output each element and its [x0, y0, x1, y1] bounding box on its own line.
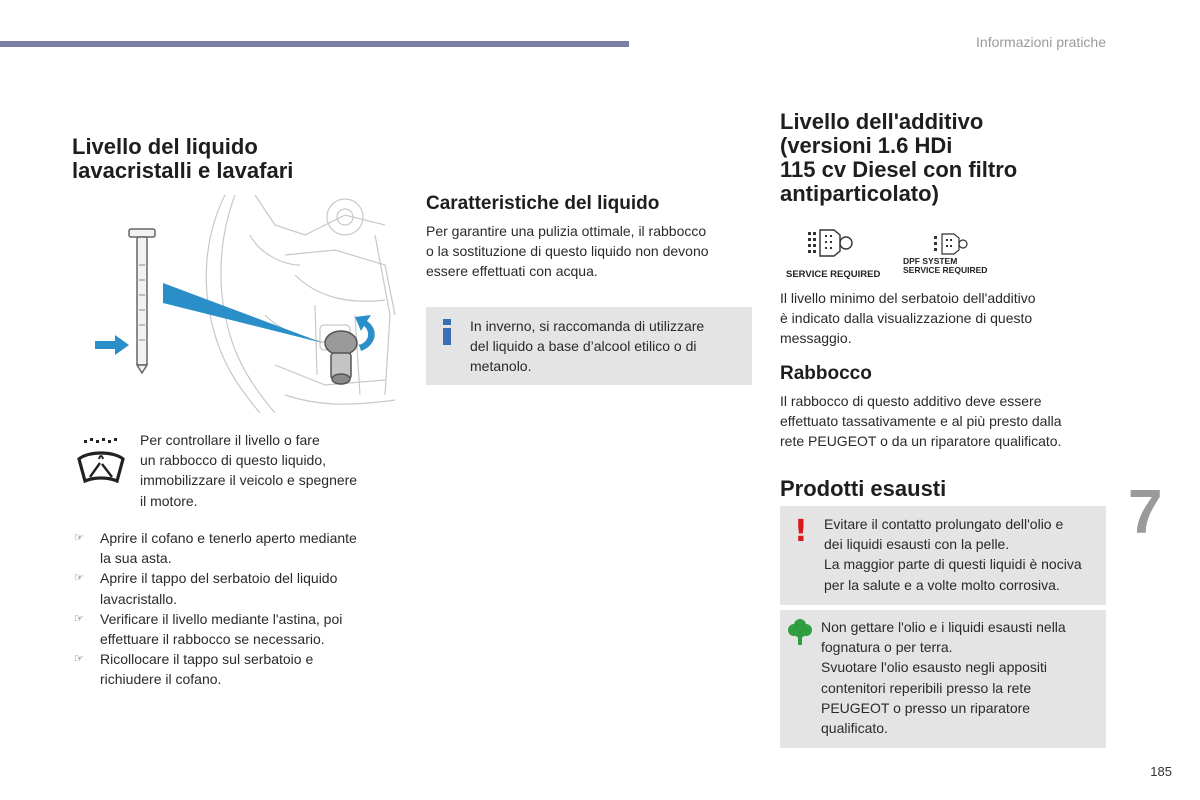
info-icon	[442, 319, 452, 345]
reservoir-cap	[325, 331, 357, 384]
title-line: 115 cv Diesel con filtro	[780, 157, 1018, 182]
section-label: Informazioni pratiche	[976, 34, 1106, 50]
winter-info-text	[470, 316, 740, 377]
text-line: contenitori reperibili presso la rete	[821, 679, 1032, 696]
text-line: fognatura o per terra.	[821, 639, 953, 656]
text-line: Evitare il contatto prolungato dell'olio e	[824, 516, 1064, 532]
step-line: Aprire il tappo del serbatoio del liquido	[100, 570, 338, 587]
header-bar	[0, 41, 629, 47]
washer-steps-list	[70, 528, 400, 690]
title-line: Livello dell'additivo	[780, 109, 984, 134]
text-line: dei liquidi esausti con la pelle.	[824, 536, 1010, 553]
text-line: messaggio.	[780, 330, 852, 347]
additive-level-text	[780, 288, 1100, 349]
warning-box	[780, 506, 1106, 605]
step-line: effettuare il rabbocco se necessario.	[100, 631, 325, 648]
pointing-hand-icon: ☞	[74, 572, 84, 585]
step-line: Aprire il cofano e tenerlo aperto mediante	[100, 530, 357, 546]
list-item	[70, 609, 400, 649]
pointing-hand-icon: ☞	[74, 612, 84, 625]
topup-text	[780, 391, 1110, 452]
topup-title: Rabbocco	[780, 363, 872, 384]
washer-intro	[140, 430, 390, 511]
list-item	[70, 568, 400, 608]
text-line: effettuato tassativamente e al più presto dalla	[780, 413, 1062, 430]
list-item	[70, 649, 400, 689]
intro-line: un rabbocco di questo liquido,	[140, 452, 327, 469]
text-line: del liquido a base d’alcool etilico o di	[470, 338, 697, 355]
fluid-characteristics-text	[426, 221, 744, 282]
text-line: essere effettuati con acqua.	[426, 263, 598, 280]
text-line: Svuotare l'olio esausto negli appositi	[821, 659, 1048, 676]
pointing-hand-icon: ☞	[74, 653, 84, 666]
intro-line: immobilizzare il veicolo e spegnere	[140, 472, 358, 489]
text-line: In inverno, si raccomanda di utilizzare	[470, 318, 705, 334]
title-line: lavacristalli e lavafari	[72, 158, 294, 183]
used-products-title: Prodotti esausti	[780, 476, 947, 501]
dpf-service-label: SERVICE REQUIRED	[903, 265, 988, 275]
page-number: 185	[1150, 764, 1172, 779]
washer-fluid-title	[72, 135, 392, 183]
text-line: Per garantire una pulizia ottimale, il rabbocco	[426, 223, 707, 239]
pointing-hand-icon: ☞	[74, 532, 84, 544]
text-line: Il livello minimo del serbatoio dell'additivo	[780, 290, 1036, 306]
text-line: o la sostituzione di questo liquido non devono	[426, 243, 709, 260]
title-line: (versioni 1.6 HDi	[780, 133, 953, 158]
tree-icon	[788, 618, 812, 646]
step-line: Ricollocare il tappo sul serbatoio e	[100, 651, 314, 668]
additive-level-title	[780, 110, 1100, 206]
text-line: La maggior parte di questi liquidi è nociva	[824, 556, 1082, 573]
intro-line: il motore.	[140, 492, 198, 509]
fluid-characteristics-title: Caratteristiche del liquido	[426, 193, 660, 214]
service-required-icon	[820, 230, 852, 256]
exclamation-icon: !	[794, 514, 808, 549]
step-line: richiudere il cofano.	[100, 671, 222, 688]
environment-text	[821, 617, 1097, 738]
text-line: Non gettare l'olio e i liquidi esausti nella	[821, 619, 1066, 635]
washer-reservoir-illustration	[85, 195, 397, 413]
service-warning-icons	[780, 226, 1020, 284]
washer-warning-icon	[76, 437, 126, 491]
title-line: Livello del liquido	[72, 134, 258, 159]
step-line: lavacristallo.	[100, 590, 178, 607]
warning-text	[824, 514, 1100, 595]
title-line: antiparticolato)	[780, 181, 939, 206]
rotate-arrow-icon	[355, 315, 375, 351]
text-line: Il rabbocco di questo additivo deve essere	[780, 393, 1042, 409]
text-line: è indicato dalla visualizzazione di questo	[780, 310, 1033, 327]
text-line: PEUGEOT o presso un riparatore	[821, 699, 1031, 716]
text-line: per la salute e a volte molto corrosiva.	[824, 576, 1060, 593]
dpf-system-icon	[942, 234, 967, 254]
text-line: metanolo.	[470, 358, 532, 375]
dpf-system-label: DPF SYSTEM	[903, 256, 958, 266]
winter-info-box	[426, 307, 752, 385]
environment-box	[780, 610, 1106, 748]
dipstick	[129, 229, 155, 373]
arrow-right-icon	[95, 335, 129, 355]
chapter-number: 7	[1128, 478, 1163, 547]
step-line: Verificare il livello mediante l'astina, poi	[100, 610, 343, 627]
text-line: rete PEUGEOT o da un riparatore qualificato.	[780, 433, 1062, 450]
list-item	[70, 528, 400, 568]
intro-line: Per controllare il livello o fare	[140, 432, 320, 448]
service-required-label: SERVICE REQUIRED	[786, 269, 881, 280]
step-line: la sua asta.	[100, 550, 172, 567]
text-line: qualificato.	[821, 720, 888, 737]
